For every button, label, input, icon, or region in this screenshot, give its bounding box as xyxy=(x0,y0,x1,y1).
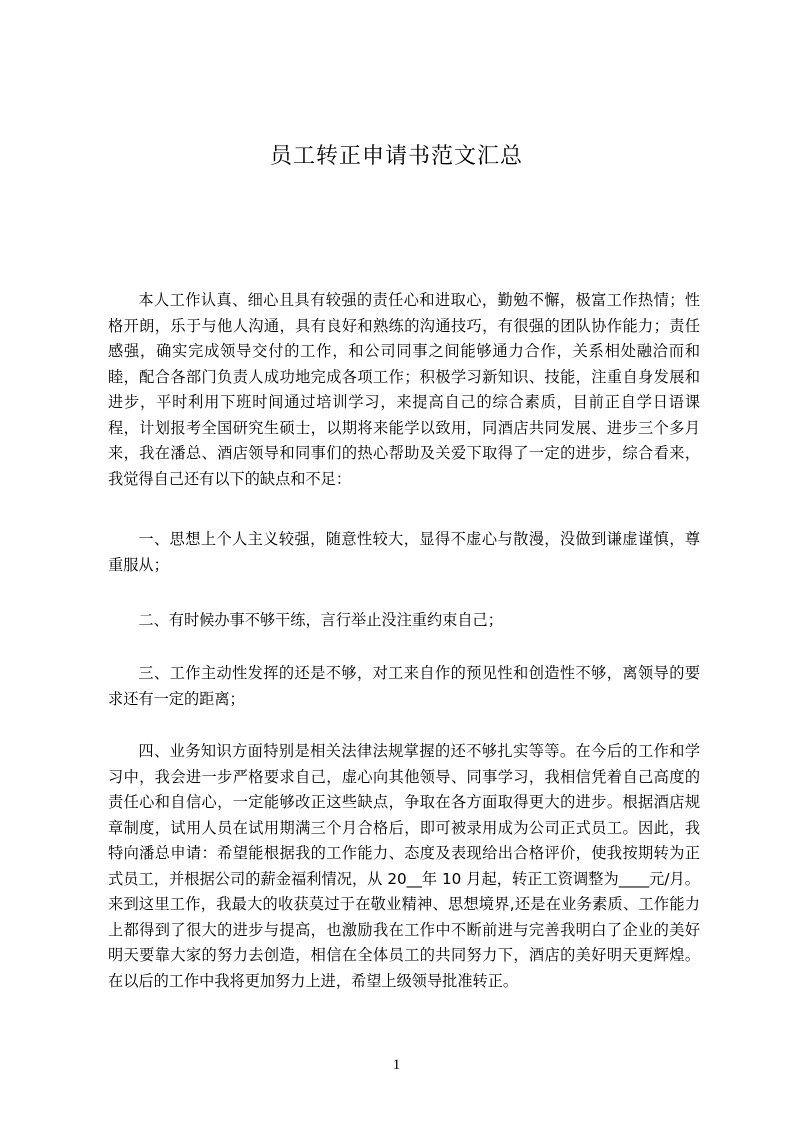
paragraph-shortcoming-2 xyxy=(108,608,700,634)
document-title: 员工转正申请书范文汇总 xyxy=(269,144,523,169)
paragraph-shortcoming-3 xyxy=(108,661,700,712)
paragraph-text: 一、思想上个人主义较强，随意性较大，显得不虚心与散漫，没做到谦虚谨慎，尊重服从； xyxy=(108,530,700,574)
paragraph-text: 二、有时候办事不够干练，言行举止没注重约束自己； xyxy=(138,611,503,629)
paragraph-shortcoming-1 xyxy=(108,527,700,578)
page-number: 1 xyxy=(392,1057,401,1073)
paragraph-text: 本人工作认真、细心且具有较强的责任心和进取心，勤勉不懈，极富工作热情；性格开朗，乐于与他人沟通，具有良好和熟练的沟通技巧，有很强的团队协作能力；责任感强，确实完成领导交付的工作，和公司同事之间能够通力合作，关系相处融洽而和睦，配合各部门负责人成功地完成各项工作；积极学习新知识、技能，注重自身发展和进步，平时利用下班时间通过培训学习，来提高自己的综合素质，目前正自学日语课程，计划报考全国研究生硕士，以期将来能学以致用，同酒店共同发展、进步三个多月来，我在潘总、酒店领导和同事们的热心帮助及关爱下取得了一定的进步，综合看来，我觉得自己还有以下的缺点和不足： xyxy=(108,291,700,488)
paragraph-intro xyxy=(108,288,700,492)
paragraph-text: 三、工作主动性发挥的还是不够，对工来自作的预见性和创造性不够，离领导的要求还有一定的距离； xyxy=(108,664,700,708)
paragraph-shortcoming-4 xyxy=(108,739,700,994)
paragraph-text: 四、业务知识方面特别是相关法律法规掌握的还不够扎实等等。在今后的工作和学习中，我会进一步严格要求自己，虚心向其他领导、同事学习，我相信凭着自己高度的责任心和自信心，一定能够改正这些缺点，争取在各方面取得更大的进步。根据酒店规章制度，试用人员在试用期满三个月合格后，即可被录用成为公司正式员工。因此，我特向潘总申请：希望能根据我的工作能力、态度及表现给出合格评价，使我按期转为正式员工，并根据公司的薪金福利情况，从 20__年 10 月起，转正工资调整为____元/月。来到这里工作，我最大的收获莫过于在敬业精神、思想境界,还是在业务素质、工作能力上都得到了很大的进步与提高，也激励我在工作中不断前进与完善我明白了企业的美好明天要靠大家的努力去创造，相信在全体员工的共同努力下，酒店的美好明天更辉煌。在以后的工作中我将更加努力上进，希望上级领导批准转正。 xyxy=(108,742,700,990)
